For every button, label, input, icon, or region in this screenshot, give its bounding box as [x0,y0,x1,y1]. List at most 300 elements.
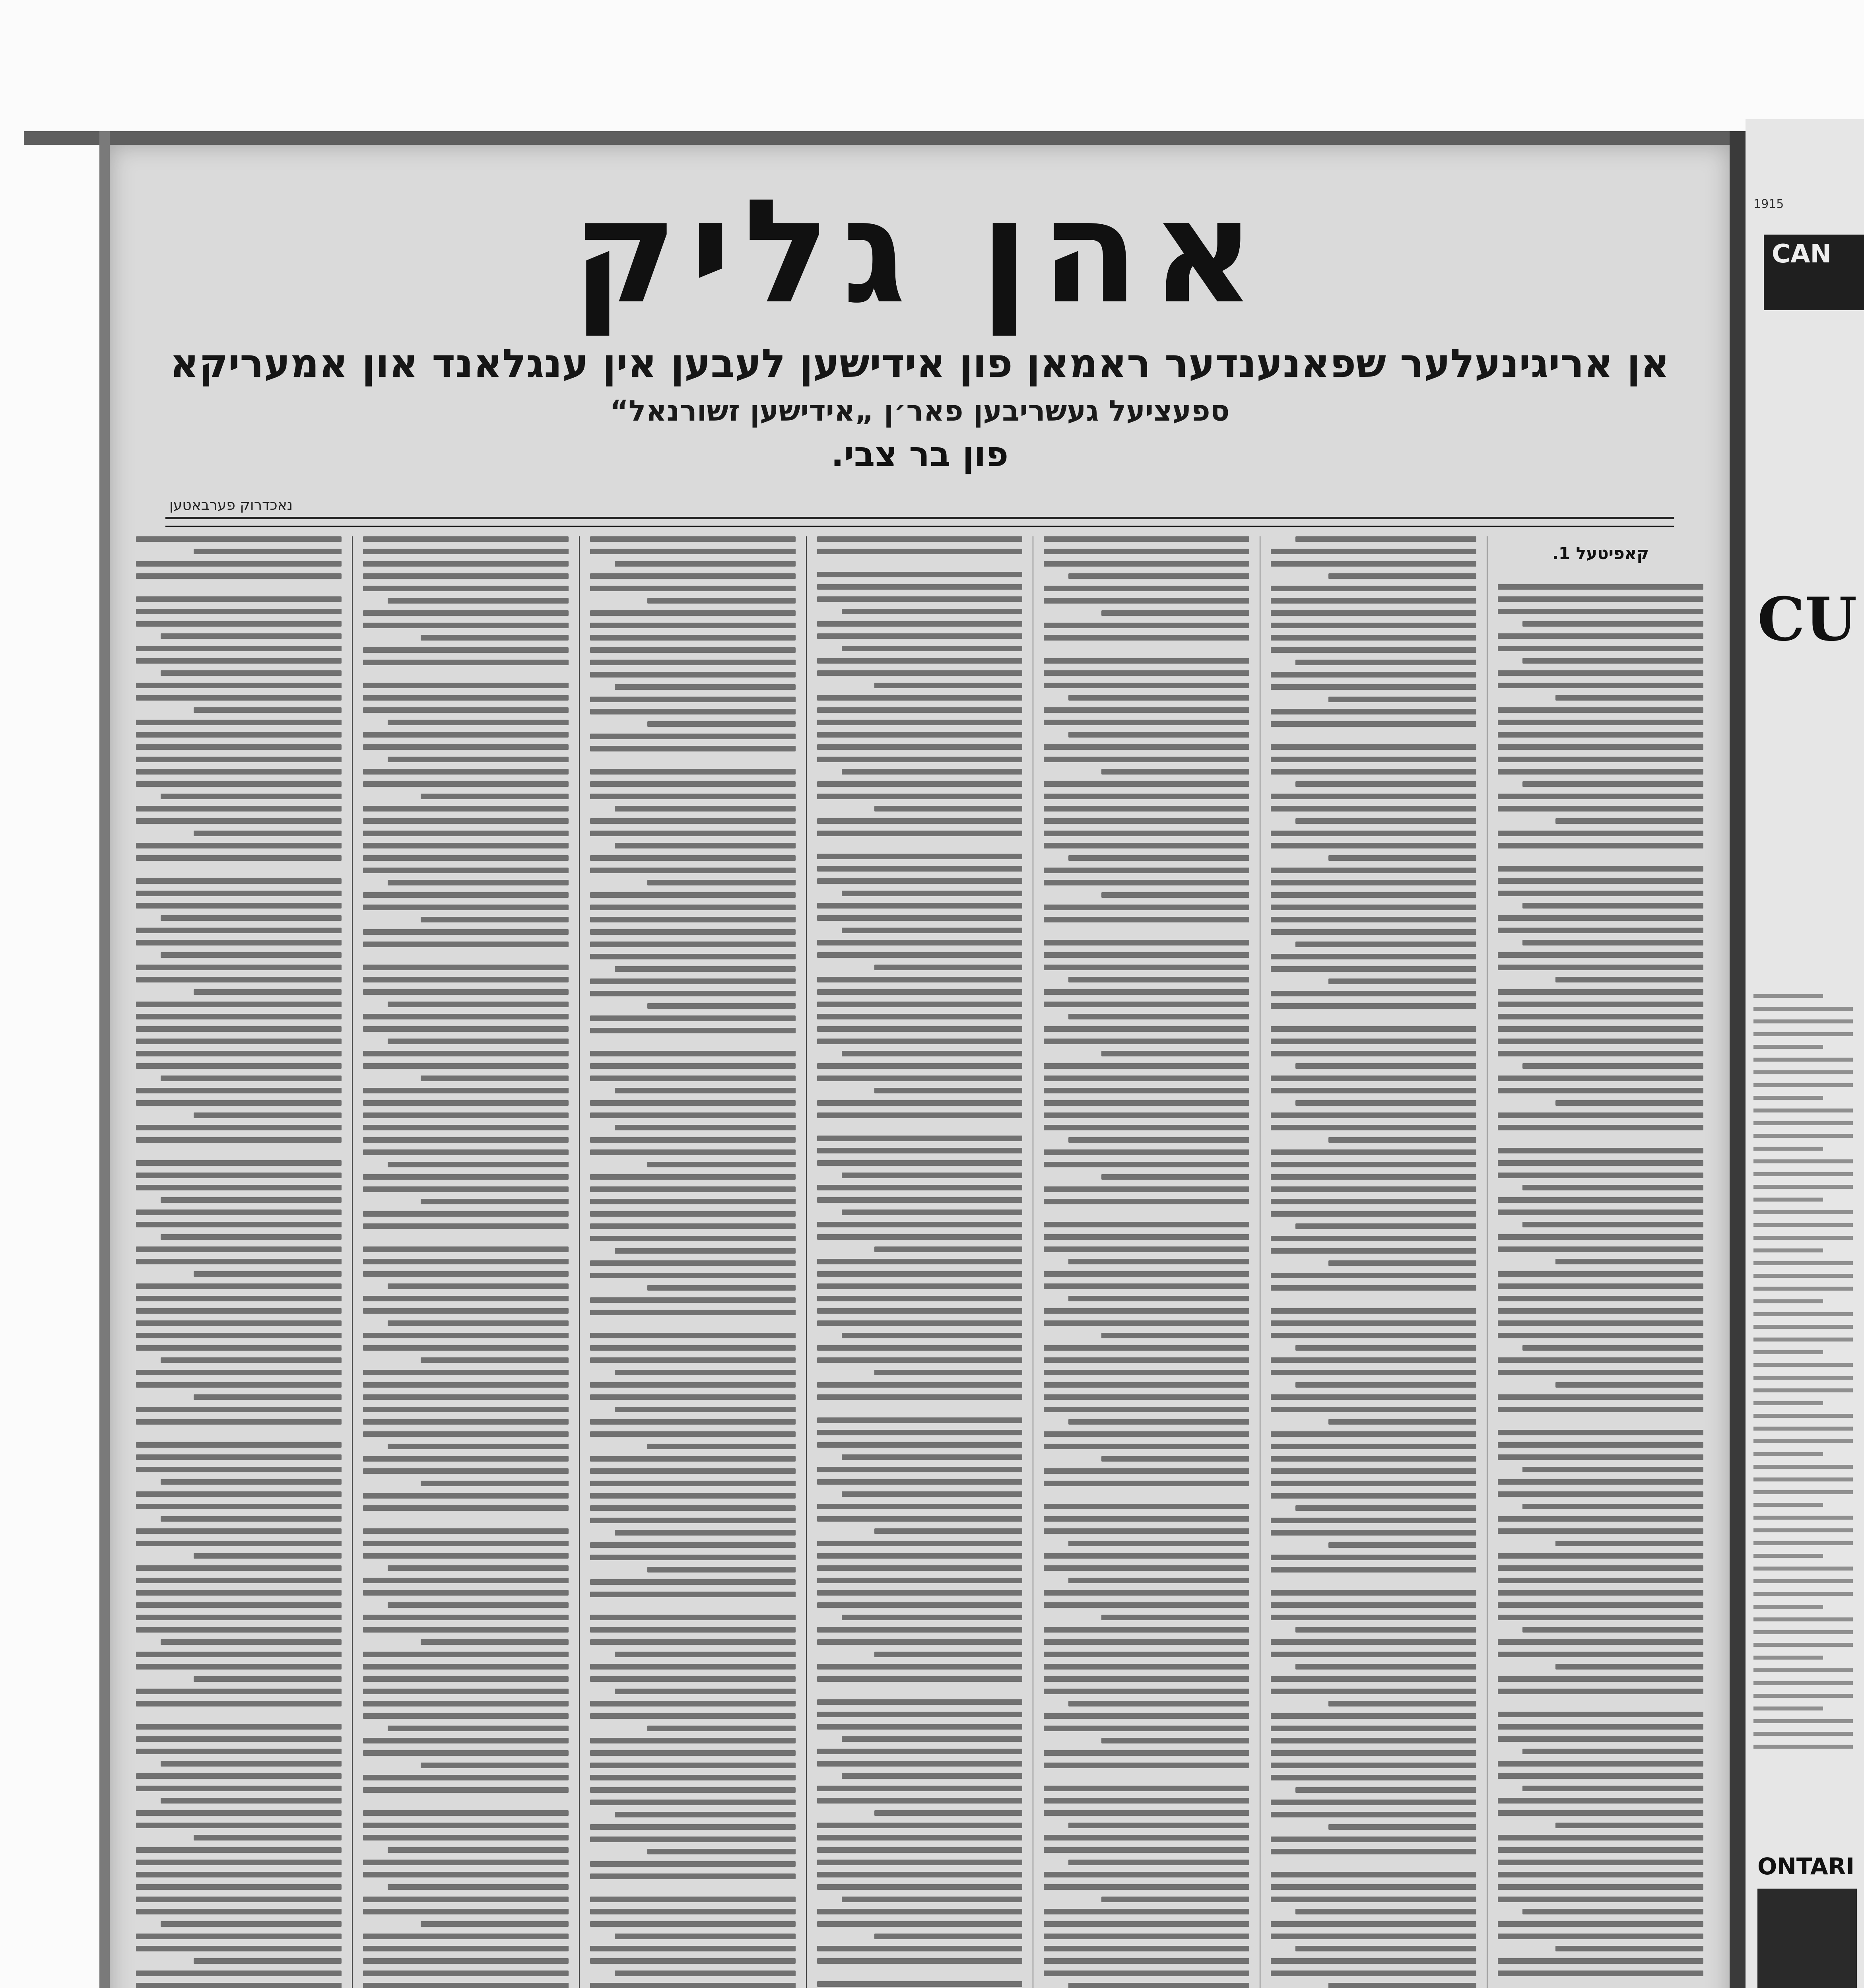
text-line [1295,1627,1476,1633]
text-line [817,1296,1023,1301]
text-line [363,1958,569,1964]
text-line [1044,917,1249,922]
text-line [817,707,1023,713]
text-line [1271,623,1476,628]
text-line [590,1236,796,1241]
text-line [136,878,342,884]
text-line [1044,1934,1249,1939]
text-line [647,721,795,727]
text-line [363,1125,569,1130]
text-line [363,1456,569,1462]
text-line [590,1824,796,1830]
text-line [817,843,1023,847]
text-line [1498,1884,1703,1890]
text-line [136,744,342,750]
text-line [817,1320,1023,1326]
text-line [590,610,796,616]
text-line [363,672,569,676]
text-line [817,1712,1023,1717]
text-line [136,1026,342,1032]
text-line [1498,1602,1703,1608]
article-column [1487,536,1714,1988]
text-line [1068,1137,1249,1143]
text-line [363,1652,569,1657]
text-line [1753,1083,1853,1087]
text-line [136,1160,342,1166]
text-line [363,1590,569,1596]
text-line [1498,609,1703,614]
text-line [136,868,342,872]
text-line [136,1345,342,1351]
text-line [1498,1897,1703,1902]
text-line [363,1897,569,1902]
text-line [1498,1419,1703,1423]
text-line [363,818,569,824]
text-line [363,1259,569,1264]
text-line [1044,1516,1249,1522]
text-line [363,744,569,750]
text-line [136,1541,342,1546]
text-line [1068,1860,1249,1865]
text-line [1498,1394,1703,1400]
text-line [136,1014,342,1019]
text-line [136,1370,342,1375]
text-line [1498,1002,1703,1007]
text-line [1295,1909,1476,1914]
text-line [590,1394,796,1400]
text-line [136,1736,342,1742]
text-line [1328,1137,1476,1143]
text-line [1271,1149,1476,1155]
text-line [1498,1652,1703,1657]
text-line [363,1014,569,1019]
text-line [1271,1297,1476,1301]
text-line [1753,1528,1853,1532]
text-line [363,1149,569,1155]
text-line [363,1223,569,1229]
text-line [1753,1732,1853,1736]
text-line [1498,1516,1703,1522]
text-line [1271,1971,1476,1976]
text-line [1753,1032,1853,1036]
text-line [1044,1407,1249,1412]
text-line [1271,549,1476,554]
text-line [615,1088,796,1093]
text-line [1068,732,1249,738]
text-line [1044,647,1249,651]
text-line [1044,965,1249,970]
text-line [817,989,1023,995]
text-line [194,1112,342,1118]
text-line [1068,1296,1249,1301]
text-line [590,1063,796,1069]
text-line [1068,1701,1249,1706]
text-line [1271,794,1476,799]
text-line [817,1946,1023,1951]
text-line [136,965,342,970]
text-line [388,1039,569,1044]
text-line [842,609,1023,614]
text-line [590,1664,796,1670]
text-line [842,1051,1023,1056]
text-line [1498,1553,1703,1559]
text-line [363,1493,569,1499]
text-line [1498,1308,1703,1314]
text-line [1044,843,1249,848]
text-line [1498,891,1703,896]
text-line [136,1713,342,1717]
text-line [136,1884,342,1890]
column-text [1498,573,1703,1988]
text-line [1044,1002,1249,1007]
text-line [136,1860,342,1865]
text-line [817,536,1023,542]
text-line [1044,1798,1249,1804]
text-line [1498,646,1703,651]
text-line [842,891,1023,896]
text-line [1271,1713,1476,1719]
text-line [1271,1394,1476,1400]
text-line [1753,1248,1823,1252]
text-line [1271,1285,1476,1291]
text-line [363,707,569,713]
text-line [363,1174,569,1180]
text-line [817,1076,1023,1081]
text-line [1498,1014,1703,1019]
text-line [817,1234,1023,1240]
text-line [1271,610,1476,616]
text-line [161,1197,342,1203]
text-line [388,880,569,885]
text-line [1753,1350,1823,1354]
text-line [1498,1860,1703,1865]
text-line [1044,1222,1249,1227]
text-line [1753,1147,1823,1151]
text-line [590,758,796,762]
text-line [817,1786,1023,1791]
text-line [363,1578,569,1583]
text-line [817,866,1023,872]
text-line [1271,1407,1476,1412]
text-line [136,1590,342,1596]
text-line [590,855,796,861]
text-line [1498,584,1703,590]
text-line [1271,1849,1476,1854]
text-line [817,1063,1023,1069]
text-line [1498,1676,1703,1682]
text-line [136,1627,342,1633]
text-line [1753,1121,1853,1125]
text-line [363,1112,569,1118]
text-line [1271,1763,1476,1768]
text-line [817,1014,1023,1019]
text-line [363,1810,569,1816]
text-line [136,732,342,738]
text-line [590,1861,796,1867]
text-line [1753,1198,1823,1202]
text-line [817,1724,1023,1730]
text-line [1271,1567,1476,1573]
text-line [817,572,1023,577]
text-line [1044,1211,1249,1215]
text-line [817,1835,1023,1840]
text-line [647,1849,795,1854]
newspaper-page [110,145,1730,1988]
text-line [1044,586,1249,591]
text-line [817,732,1023,738]
text-line [817,878,1023,884]
text-line [1044,1357,1249,1363]
text-line [194,549,342,554]
text-line [842,928,1023,933]
text-line [1753,1172,1853,1176]
text-line [874,1810,1022,1816]
text-line [1753,1719,1853,1723]
text-line [1498,1454,1703,1460]
text-line [363,732,569,738]
text-line [1328,1701,1476,1706]
text-line [1498,1921,1703,1927]
text-line [1753,1567,1853,1571]
text-line [1271,843,1476,848]
text-line [817,977,1023,982]
text-line [647,1162,795,1167]
text-line [136,1897,342,1902]
text-line [817,1283,1023,1289]
text-line [1271,1088,1476,1093]
text-line [842,1173,1023,1178]
text-line [1101,892,1249,898]
text-line [590,794,796,799]
text-line [1044,1602,1249,1608]
text-line [817,1921,1023,1927]
text-line [1555,1823,1703,1828]
text-line [363,868,569,873]
text-line [1068,1014,1249,1019]
text-line [1271,929,1476,935]
text-line [136,1946,342,1951]
text-line [363,586,569,591]
text-line [136,806,342,812]
text-line [1295,536,1476,542]
text-line [1044,818,1249,824]
text-line [1271,1481,1476,1486]
text-line [1498,1296,1703,1301]
text-line [388,1726,569,1731]
text-line [136,1872,342,1877]
text-line [1498,1039,1703,1044]
text-line [1271,905,1476,910]
text-line [817,1749,1023,1754]
text-line [1522,903,1703,909]
text-line [1068,977,1249,982]
text-line [590,1946,796,1951]
text-line [1498,1246,1703,1252]
text-line [1328,1542,1476,1548]
text-line [1271,598,1476,604]
text-line [136,1689,342,1694]
text-line [136,695,342,701]
text-line [1044,536,1249,542]
text-line [817,1689,1023,1693]
text-line [1271,1125,1476,1130]
text-line [136,1039,342,1044]
text-line [1555,695,1703,701]
text-line [817,561,1023,565]
text-line [388,1884,569,1890]
text-line [817,1136,1023,1141]
text-line [161,633,342,639]
text-line [590,1357,796,1363]
text-line [1498,794,1703,799]
text-line [136,1749,342,1754]
text-line [590,573,796,579]
text-line [363,1713,569,1719]
masthead [110,169,1730,476]
column-text [136,536,342,1988]
text-line [615,1689,796,1694]
text-line [590,929,796,935]
text-line [136,1615,342,1620]
text-line [1271,1493,1476,1499]
text-line [1498,952,1703,958]
text-line [1753,1414,1853,1418]
text-line [1498,878,1703,884]
text-line [1271,1530,1476,1536]
text-line [1271,1861,1476,1865]
text-line [136,609,342,614]
text-line [1271,647,1476,653]
text-line [817,818,1023,824]
text-line [590,1615,796,1620]
text-line [590,831,796,836]
text-line [363,1100,569,1106]
text-line [1068,695,1249,701]
text-line [136,977,342,982]
text-line [363,1909,569,1914]
text-line [1271,1112,1476,1118]
text-line [590,1333,796,1338]
text-line [1271,1837,1476,1842]
text-line [842,646,1023,651]
text-line [1498,1271,1703,1277]
text-line [817,1958,1023,1964]
text-line [817,1100,1023,1106]
text-line [1498,1983,1703,1987]
text-line [1271,1726,1476,1731]
article-column [579,536,806,1988]
text-line [817,831,1023,836]
text-line [1044,1553,1249,1559]
text-line [1271,1076,1476,1081]
text-line [363,1689,569,1694]
text-line [1328,1419,1476,1425]
text-line [1498,1283,1703,1289]
text-line [1753,1630,1853,1634]
text-line [817,695,1023,701]
text-line [1271,892,1476,898]
text-line [363,977,569,982]
text-line [842,1736,1023,1742]
text-line [874,1528,1022,1534]
text-line [1271,1676,1476,1682]
text-line [817,1504,1023,1509]
text-line [363,1528,569,1534]
text-line [590,1800,796,1805]
text-line [590,781,796,787]
text-line [590,1627,796,1633]
text-line [1498,1872,1703,1877]
text-line [363,1541,569,1546]
text-line [590,942,796,947]
text-line [1498,1615,1703,1620]
text-line [590,1921,796,1927]
text-line [1498,1051,1703,1056]
text-line [590,1909,796,1914]
text-line [615,1370,796,1375]
text-line [817,633,1023,639]
text-line [363,1823,569,1828]
text-line [817,1308,1023,1314]
text-line [1044,1112,1249,1118]
text-line [1044,940,1249,945]
text-line [1498,1835,1703,1840]
text-line [1068,1823,1249,1828]
text-line [388,1320,569,1326]
text-line [1044,623,1249,628]
text-line [363,1407,569,1412]
text-line [363,929,569,935]
text-line [1271,1518,1476,1523]
text-line [615,1248,796,1254]
text-line [1295,1063,1476,1069]
text-line [1044,1493,1249,1497]
text-line [1555,1100,1703,1106]
chapter-heading: קאפיטעל 1. [1552,544,1649,563]
text-line [363,1934,569,1939]
text-line [136,1909,342,1914]
text-line [1101,1738,1249,1743]
text-line [363,843,569,848]
text-line [1271,954,1476,959]
text-line [136,561,342,567]
text-line [363,1370,569,1375]
text-line [363,806,569,812]
text-line [1498,720,1703,725]
text-line [363,1615,569,1620]
article-column [806,536,1033,1988]
text-line [363,1738,569,1743]
text-line [590,1775,796,1780]
text-line [590,1505,796,1511]
text-line [1498,1590,1703,1596]
text-line [1498,806,1703,812]
text-line [1498,1407,1703,1412]
text-line [1068,1419,1249,1425]
column-text [817,536,1023,1988]
text-line [1753,1439,1853,1443]
text-line [136,1246,342,1252]
text-line [1753,1109,1853,1112]
text-line [590,1040,796,1044]
text-line [136,1602,342,1608]
text-line [161,952,342,958]
text-line [136,1002,342,1007]
text-line [817,915,1023,921]
text-line [1753,1159,1853,1163]
text-line [1271,1555,1476,1560]
text-line [363,1800,569,1804]
